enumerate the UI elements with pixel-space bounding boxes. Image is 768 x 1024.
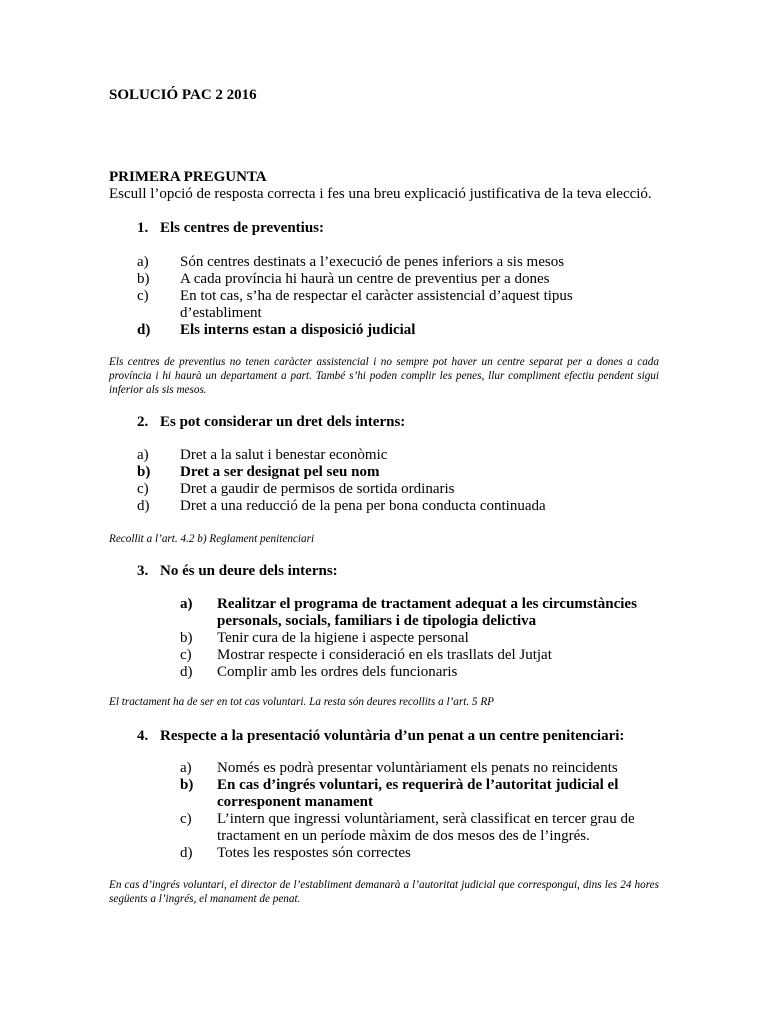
option-4d: [180, 845, 660, 862]
option-letter: b): [137, 271, 150, 287]
option-text: Tenir cura de la higiene i aspecte personal: [217, 630, 469, 646]
option-letter: d): [137, 498, 150, 514]
option-1c: [137, 288, 607, 322]
option-3d: [180, 664, 660, 681]
option-2b-correct: [137, 464, 607, 481]
section-title: PRIMERA PREGUNTA: [109, 169, 267, 185]
question-3-explanation: El tractament ha de ser en tot cas voluntari. La resta són deures recollits a l’art. 5 RP: [109, 696, 494, 708]
option-text: En cas d’ingrés voluntari, es requerirà de l’autoritat judicial el corresponent manament: [217, 777, 619, 810]
question-1-title: [137, 220, 324, 237]
option-letter: c): [137, 288, 149, 304]
option-text: Els interns estan a disposició judicial: [180, 322, 416, 338]
document-title: SOLUCIÓ PAC 2 2016: [109, 87, 257, 103]
option-letter: b): [180, 630, 193, 646]
option-letter: a): [180, 596, 193, 612]
question-number: 1.: [137, 220, 149, 236]
option-text: A cada província hi haurà un centre de preventius per a dones: [180, 271, 550, 287]
question-4-options: [180, 760, 660, 862]
question-4-title: [137, 728, 624, 745]
option-text: Realitzar el programa de tractament adequat a les circumstàncies personals, socials, familiars i de tipologia delictiva: [217, 596, 637, 629]
option-1d-correct: [137, 322, 607, 339]
option-text: Mostrar respecte i consideració en els trasllats del Jutjat: [217, 647, 552, 663]
option-text: Són centres destinats a l’execució de penes inferiors a sis mesos: [180, 254, 565, 270]
option-letter: a): [137, 254, 149, 270]
option-text: Totes les respostes són correctes: [217, 845, 411, 861]
question-text: Es pot considerar un dret dels interns:: [160, 414, 406, 430]
option-letter: d): [180, 664, 193, 680]
option-text: Només es podrà presentar voluntàriament els penats no reincidents: [217, 760, 618, 776]
option-4a: [180, 760, 660, 777]
question-4-explanation: En cas d’ingrés voluntari, el director de l’establiment demanarà a l’autoritat judicial que correspongui, dins les 24 hores següents a l’ingrés, el manament de penat.: [109, 879, 659, 905]
question-text: No és un deure dels interns:: [160, 563, 338, 579]
question-text: Respecte a la presentació voluntària d’un penat a un centre penitenciari:: [160, 728, 625, 744]
option-text: En tot cas, s’ha de respectar el caràcter assistencial d’aquest tipus d’establiment: [180, 288, 573, 321]
option-letter: c): [180, 647, 192, 663]
question-3-options: [180, 596, 660, 681]
option-4c: [180, 811, 660, 845]
instructions-text: Escull l’opció de resposta correcta i fes una breu explicació justificativa de la teva elecció.: [109, 186, 652, 202]
option-text: Dret a ser designat pel seu nom: [180, 464, 380, 480]
question-text: Els centres de preventius:: [160, 220, 325, 236]
question-number: 3.: [137, 563, 149, 579]
option-4b-correct: [180, 777, 660, 811]
question-3-title: [137, 563, 338, 580]
option-3a-correct: [180, 596, 660, 630]
option-2d: [137, 498, 607, 515]
option-3c: [180, 647, 660, 664]
question-1-explanation: Els centres de preventius no tenen caràcter assistencial i no sempre pot haver un centre separat per a dones a cada província i hi haurà un departament a part. També s’hi poden complir les penes, llur compliment efectiu pendent sigui inferior als sis mesos.: [109, 356, 659, 396]
question-number: 2.: [137, 414, 149, 430]
option-text: Dret a la salut i benestar econòmic: [180, 447, 388, 463]
option-1a: [137, 254, 607, 271]
option-text: Complir amb les ordres dels funcionaris: [217, 664, 458, 680]
question-number: 4.: [137, 728, 149, 744]
option-text: Dret a gaudir de permisos de sortida ordinaris: [180, 481, 455, 497]
question-2-explanation: Recollit a l’art. 4.2 b) Reglament penitenciari: [109, 533, 315, 545]
option-2a: [137, 447, 607, 464]
option-text: Dret a una reducció de la pena per bona conducta continuada: [180, 498, 546, 514]
option-1b: [137, 271, 607, 288]
question-2-options: [137, 447, 607, 515]
option-letter: d): [180, 845, 193, 861]
option-letter: a): [180, 760, 192, 776]
option-letter: c): [137, 481, 149, 497]
option-2c: [137, 481, 607, 498]
option-letter: b): [137, 464, 151, 480]
option-letter: b): [180, 777, 194, 793]
option-3b: [180, 630, 660, 647]
option-letter: c): [180, 811, 192, 827]
question-1-options: [137, 254, 607, 339]
option-letter: d): [137, 322, 151, 338]
question-2-title: [137, 414, 405, 431]
option-text: L’intern que ingressi voluntàriament, serà classificat en tercer grau de tractament en un període màxim de dos mesos des de l’ingrés.: [217, 811, 635, 844]
option-letter: a): [137, 447, 149, 463]
